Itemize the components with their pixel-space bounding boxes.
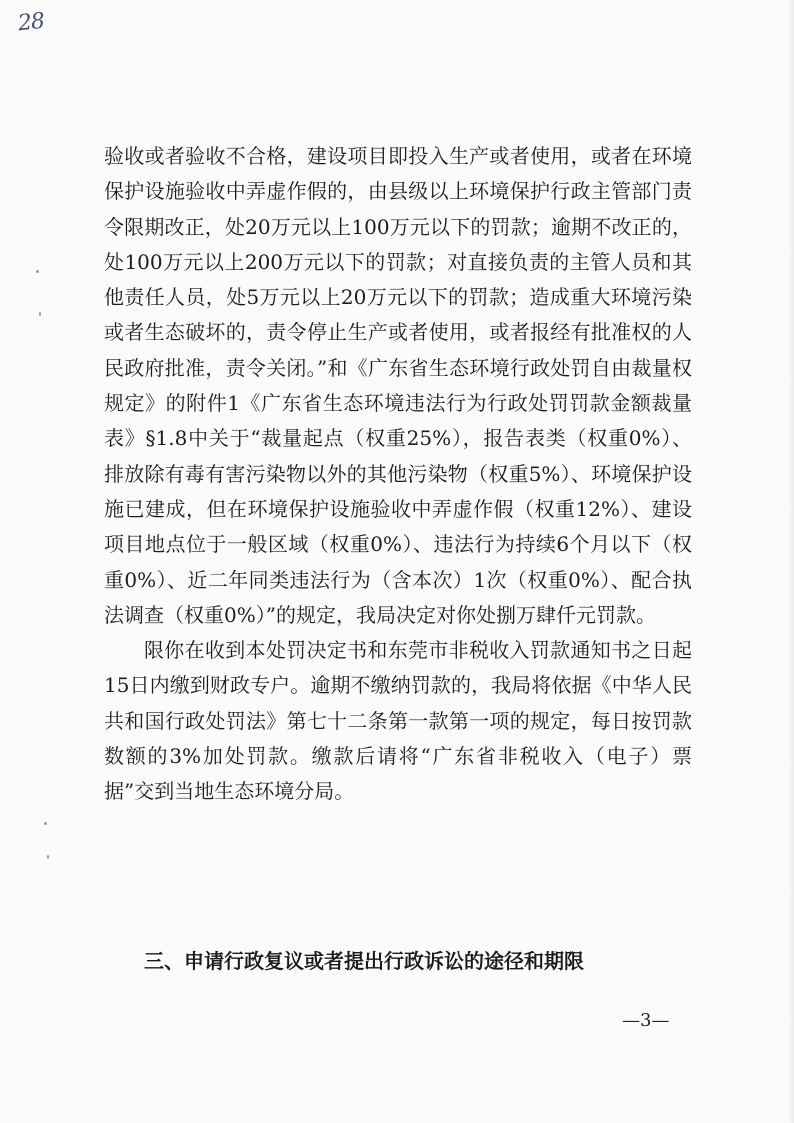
scan-speck — [36, 270, 39, 273]
scan-speck — [39, 312, 41, 316]
handwritten-page-annotation: 28 — [16, 8, 46, 37]
scan-speck — [47, 855, 49, 859]
section-heading-review-and-litigation: 三、申请行政复议或者提出行政诉讼的途径和期限 — [144, 949, 584, 973]
scan-edge-shadow — [788, 0, 794, 1123]
paragraph-penalty-basis: 验收或者验收不合格，建设项目即投入生产或者使用，或者在环境保护设施验收中弄虚作假的，由县级以上环境保护行政主管部门责令限期改正，处20万元以上100万元以下的罚款；逾期不改正的，处100万元以上200万元以下的罚款；对直接负责的主管人员和其他责任人员，处5万元以上20万元以下的罚款；造成重大环境污染或者生态破坏的，责令停止生产或者使用，或者报经有批准权的人民政府批准，责令关闭。”和《广东省生态环境行政处罚自由裁量权规定》的附件1《广东省生态环境违法行为行政处罚罚款金额裁量表》§1.8中关于“裁量起点（权重25%），报告表类（权重0%）、排放除有毒有害污染物以外的其他污染物（权重5%）、环境保护设施已建成，但在环境保护设施验收中弄虚作假（权重12%）、建设项目地点位于一般区域（权重0%）、违法行为持续6个月以下（权重0%）、近二年同类违法行为（含本次）1次（权重0%）、配合执法调查（权重0%）”的规定，我局决定对你处捌万肆仟元罚款。 — [104, 144, 692, 627]
page-number: —3— — [622, 1010, 670, 1031]
document-body — [104, 139, 692, 810]
scan-speck — [44, 822, 47, 825]
paragraph-payment-deadline: 限你在收到本处罚决定书和东莞市非税收入罚款通知书之日起15日内缴到财政专户。逾期不缴纳罚款的，我局将依据《中华人民共和国行政处罚法》第七十二条第一款第一项的规定，每日按罚款数额的3%加处罚款。缴款后请将“广东省非税收入（电子）票据”交到当地生态环境分局。 — [104, 638, 692, 804]
